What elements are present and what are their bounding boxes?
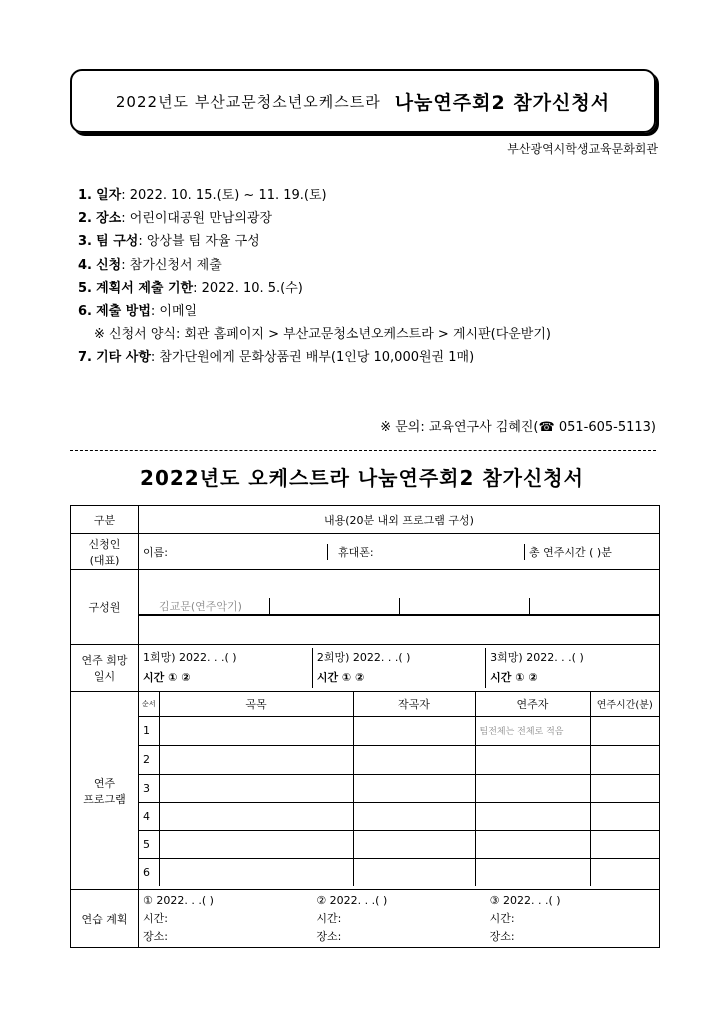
practice-2[interactable]: ② 2022. . .( ) 시간: 장소: xyxy=(316,893,388,943)
members-grid xyxy=(139,598,659,616)
info-item: 3. 팀 구성: 앙상블 팀 자율 구성 xyxy=(78,234,260,250)
header-category: 구분 xyxy=(71,506,139,534)
member-cell[interactable] xyxy=(529,598,659,615)
program-head-composer: 작곡자 xyxy=(353,692,475,716)
practice-1[interactable]: ① 2022. . .( ) 시간: 장소: xyxy=(143,893,214,943)
info-item: 1. 일자: 2022. 10. 15.(토) ~ 11. 19.(토) xyxy=(78,188,327,203)
phone-field[interactable]: 휴대폰: xyxy=(328,544,525,560)
dashed-divider xyxy=(70,450,656,451)
program-row: 2 xyxy=(139,745,659,774)
performer-hint[interactable]: 팀전체는 전체로 적음 xyxy=(475,716,590,745)
form-title: 2022년도 오케스트라 나눔연주회2 참가신청서 xyxy=(140,466,584,490)
date-pref-label: 연주 희망 일시 xyxy=(71,645,139,692)
member-cell[interactable] xyxy=(399,598,529,615)
info-item: 5. 계획서 제출 기한: 2022. 10. 5.(수) xyxy=(78,280,303,296)
title-part1: 2022년도 부산교문청소년오케스트라 xyxy=(115,92,381,111)
member-cell[interactable] xyxy=(269,598,399,615)
program-head-piece: 곡목 xyxy=(159,692,353,716)
program-row: 1 팀전체는 전체로 적음 xyxy=(139,716,659,745)
program-label: 연주 프로그램 xyxy=(71,692,139,890)
members-label: 구성원 xyxy=(71,570,139,645)
member-cell[interactable] xyxy=(399,616,529,617)
info-item: 2. 장소: 어린이대공원 만남의광장 xyxy=(78,211,273,227)
program-head-performer: 연주자 xyxy=(475,692,590,716)
info-item: 7. 기타 사항: 참가단원에게 문화상품권 배부(1인당 10,000원권 1매) xyxy=(78,350,475,366)
program-row: 4 xyxy=(139,802,659,830)
info-item: 6. 제출 방법: 이메일 xyxy=(78,304,198,320)
program-head-no: 순서 xyxy=(139,692,159,716)
applicant-label: 신청인 (대표) xyxy=(71,534,139,570)
pref-1[interactable]: 1희망) 2022. . .( ) 시간 ① ② xyxy=(139,648,312,688)
title-part2: 나눔연주회2 참가신청서 xyxy=(394,91,611,114)
document-title-box xyxy=(70,69,656,133)
application-form xyxy=(70,505,660,948)
member-cell[interactable] xyxy=(529,616,659,617)
program-row: 5 xyxy=(139,830,659,858)
name-field[interactable]: 이름: xyxy=(139,544,328,560)
member-cell[interactable] xyxy=(139,616,269,617)
info-list xyxy=(78,184,551,370)
program-row: 6 xyxy=(139,858,659,886)
pref-2[interactable]: 2희망) 2022. . .( ) 시간 ① ② xyxy=(312,648,485,688)
member-cell[interactable] xyxy=(269,616,399,617)
program-head-time: 연주시간(분) xyxy=(590,692,659,716)
program-table xyxy=(139,692,659,886)
header-content: 내용(20분 내외 프로그램 구성) xyxy=(139,506,660,534)
pref-3[interactable]: 3희망) 2022. . .( ) 시간 ① ② xyxy=(490,651,584,684)
total-time-field[interactable]: 총 연주시간 ( )분 xyxy=(529,545,612,559)
info-item: 4. 신청: 참가신청서 제출 xyxy=(78,257,222,273)
program-row: 3 xyxy=(139,774,659,802)
practice-3[interactable]: ③ 2022. . .( ) 시간: 장소: xyxy=(489,893,561,943)
member-cell[interactable]: 김교문(연주악기) xyxy=(139,598,269,615)
organization-name: 부산광역시학생교육문화회관 xyxy=(507,142,658,156)
info-note: ※ 신청서 양식: 회관 홈페이지 > 부산교문청소년오케스트라 > 게시판(다운받기) xyxy=(94,327,552,343)
contact-info: ※ 문의: 교육연구사 김혜진(☎ 051-605-5113) xyxy=(380,420,656,435)
practice-label: 연습 계획 xyxy=(71,890,139,948)
